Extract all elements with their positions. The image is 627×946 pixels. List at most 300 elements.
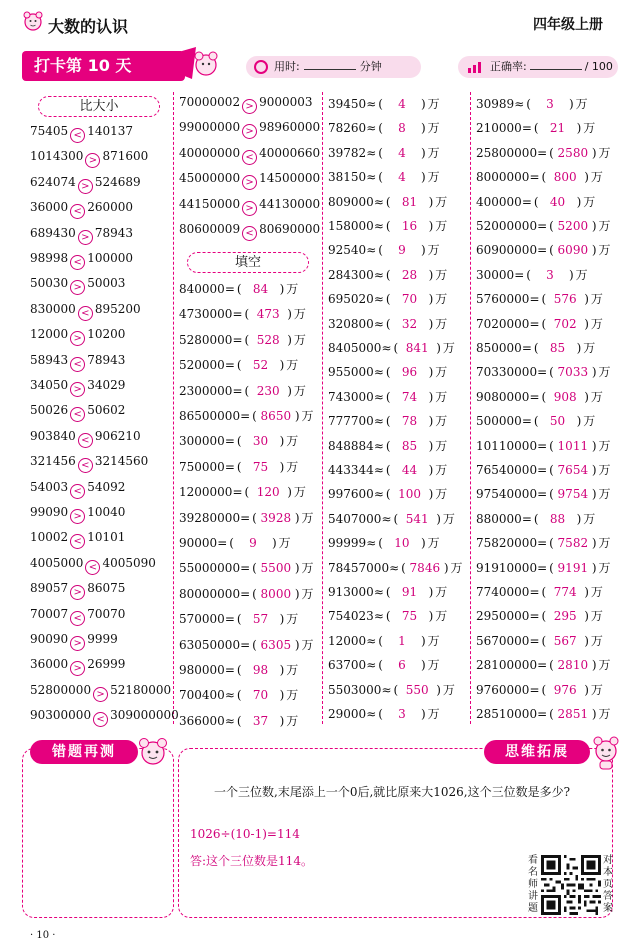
compare-row bbox=[30, 403, 125, 422]
fill-paren-open: ( bbox=[378, 707, 383, 721]
fill-number: 39450 bbox=[328, 97, 367, 111]
fill-row bbox=[476, 510, 595, 527]
fill-answer[interactable]: 841 bbox=[405, 341, 429, 355]
fill-answer[interactable]: 100 bbox=[398, 487, 422, 502]
fill-number: 997600 bbox=[328, 487, 374, 502]
fill-answer[interactable]: 295 bbox=[553, 609, 577, 624]
fill-unit: 万 bbox=[590, 682, 603, 697]
compare-left: 80600009 bbox=[179, 222, 241, 236]
fill-unit: 万 bbox=[286, 282, 299, 296]
fill-number: 158000 bbox=[328, 219, 374, 233]
fill-paren-open: ( bbox=[393, 511, 399, 526]
fill-answer[interactable]: 9 bbox=[249, 536, 257, 550]
fill-number: 743000 bbox=[328, 389, 374, 404]
fill-relation: = bbox=[537, 536, 548, 551]
compare-left: 98998 bbox=[30, 251, 69, 265]
fill-answer[interactable]: 8000 bbox=[260, 586, 292, 601]
fill-column-3 bbox=[328, 90, 470, 730]
fill-answer[interactable]: 702 bbox=[553, 316, 577, 331]
fill-paren-open: ( bbox=[541, 585, 547, 599]
fill-unit: 万 bbox=[598, 219, 611, 233]
comparison-symbol[interactable]: < bbox=[242, 150, 257, 165]
fill-row bbox=[328, 656, 440, 673]
comparison-symbol[interactable]: > bbox=[70, 280, 85, 295]
fill-answer[interactable]: 78 bbox=[401, 414, 418, 429]
comparison-symbol[interactable]: < bbox=[78, 458, 93, 473]
fill-paren-close: ) bbox=[584, 682, 589, 697]
fill-paren-open: ( bbox=[385, 414, 391, 429]
solution-formula: 1026÷(10-1)=114 bbox=[190, 827, 300, 841]
compare-left: 321456 bbox=[30, 454, 76, 469]
fill-answer[interactable]: 57 bbox=[252, 612, 269, 627]
fill-relation: = bbox=[537, 487, 548, 502]
fill-answer[interactable]: 70 bbox=[252, 688, 269, 703]
fill-row bbox=[328, 95, 440, 112]
fill-row bbox=[476, 412, 595, 429]
fill-unit: 万 bbox=[293, 332, 306, 347]
fill-unit: 万 bbox=[598, 536, 611, 551]
fill-paren-close: ) bbox=[420, 536, 426, 551]
fill-paren-close: ) bbox=[584, 609, 589, 624]
fill-unit: 万 bbox=[427, 707, 440, 721]
fill-number: 1200000 bbox=[179, 485, 233, 500]
fill-paren-close: ) bbox=[287, 485, 292, 500]
fill-row bbox=[179, 661, 298, 678]
fill-relation: ≈ bbox=[389, 560, 400, 575]
section-title-compare: 比大小 bbox=[38, 96, 160, 117]
fill-paren-close: ) bbox=[294, 561, 300, 576]
fill-answer[interactable]: 2851 bbox=[557, 707, 589, 721]
fill-paren-close: ) bbox=[591, 487, 597, 502]
thinking-extension-label: 思维拓展 bbox=[484, 740, 590, 764]
fill-column-4 bbox=[476, 90, 616, 730]
compare-row bbox=[30, 708, 179, 727]
fill-paren-open: ( bbox=[385, 487, 391, 502]
compare-right: 100000 bbox=[87, 251, 133, 265]
fill-row bbox=[328, 168, 440, 185]
comparison-symbol[interactable]: > bbox=[70, 661, 85, 676]
fill-number: 25800000 bbox=[476, 145, 538, 160]
comparison-symbol[interactable]: > bbox=[242, 175, 257, 190]
compare-row bbox=[179, 197, 320, 216]
fill-number: 8000000 bbox=[476, 170, 530, 185]
accuracy-blank[interactable] bbox=[530, 56, 582, 70]
fill-paren-close: ) bbox=[279, 663, 285, 677]
fill-unit: 万 bbox=[583, 511, 596, 526]
fill-number: 76540000 bbox=[476, 463, 538, 477]
fill-number: 55000000 bbox=[179, 561, 241, 576]
fill-paren-close: ) bbox=[428, 463, 434, 477]
fill-answer[interactable]: 9754 bbox=[557, 487, 589, 502]
compare-right: 40000660 bbox=[259, 145, 321, 160]
comparison-symbol[interactable]: < bbox=[85, 560, 100, 575]
comparison-symbol[interactable]: < bbox=[70, 407, 85, 422]
fill-paren-open: ( bbox=[236, 612, 242, 627]
bar-chart-icon bbox=[468, 61, 484, 73]
fill-answer[interactable]: 9 bbox=[398, 243, 406, 258]
fill-answer[interactable]: 576 bbox=[553, 292, 577, 307]
compare-row bbox=[179, 95, 313, 114]
grade-label: 四年级上册 bbox=[533, 17, 603, 33]
comparison-symbol[interactable]: > bbox=[70, 585, 85, 600]
fill-answer[interactable]: 4 bbox=[398, 145, 406, 160]
compare-row bbox=[30, 327, 125, 346]
fill-paren-close: ) bbox=[279, 459, 285, 474]
fill-answer[interactable]: 2810 bbox=[557, 658, 589, 673]
comparison-symbol[interactable]: > bbox=[70, 382, 85, 397]
fill-unit: 万 bbox=[583, 194, 596, 209]
fill-number: 809000 bbox=[328, 194, 374, 209]
fill-row bbox=[328, 290, 447, 307]
fill-row bbox=[328, 315, 447, 332]
fill-answer[interactable]: 473 bbox=[256, 307, 280, 322]
fill-paren-open: ( bbox=[385, 365, 391, 380]
fill-relation: = bbox=[232, 332, 243, 347]
page-number: · 10 · bbox=[30, 930, 56, 941]
fill-answer[interactable]: 230 bbox=[256, 383, 280, 398]
compare-row bbox=[179, 171, 320, 190]
fill-answer[interactable]: 6 bbox=[398, 658, 406, 673]
compare-left: 52800000 bbox=[30, 682, 92, 697]
fill-relation: ≈ bbox=[366, 170, 377, 185]
fill-answer[interactable]: 91 bbox=[401, 585, 418, 599]
fill-answer[interactable]: 6305 bbox=[260, 637, 292, 652]
fill-relation: = bbox=[217, 536, 228, 550]
fill-paren-open: ( bbox=[401, 560, 406, 575]
fill-answer[interactable]: 7654 bbox=[557, 463, 589, 477]
fill-unit: 万 bbox=[435, 389, 448, 404]
fill-answer[interactable]: 4 bbox=[398, 170, 406, 185]
compare-right: 4005090 bbox=[102, 555, 156, 570]
comparison-symbol[interactable]: < bbox=[70, 484, 85, 499]
fill-unit: 万 bbox=[442, 511, 455, 526]
error-retest-box[interactable] bbox=[22, 748, 174, 918]
fill-unit: 万 bbox=[293, 307, 306, 322]
fill-unit: 万 bbox=[583, 414, 596, 429]
fill-paren-open: ( bbox=[533, 341, 539, 355]
fill-relation: = bbox=[537, 463, 548, 477]
fill-relation: ≈ bbox=[381, 682, 392, 697]
comparison-symbol[interactable]: > bbox=[70, 331, 85, 346]
fill-relation: = bbox=[240, 586, 251, 601]
compare-row bbox=[30, 657, 125, 676]
compare-right: 309000000 bbox=[110, 708, 179, 723]
fill-relation: = bbox=[537, 365, 548, 380]
fill-paren-open: ( bbox=[244, 307, 250, 322]
fill-paren-open: ( bbox=[533, 414, 539, 429]
fill-answer[interactable]: 7033 bbox=[557, 365, 589, 380]
fill-paren-close: ) bbox=[428, 267, 434, 282]
compare-right: 10040 bbox=[87, 505, 126, 519]
comparison-symbol[interactable]: < bbox=[70, 357, 85, 372]
comparison-symbol[interactable]: < bbox=[78, 433, 93, 448]
fill-row bbox=[179, 559, 314, 576]
fill-row bbox=[328, 217, 447, 234]
fill-answer[interactable]: 1 bbox=[398, 633, 406, 648]
fill-paren-open: ( bbox=[236, 358, 242, 373]
fill-unit: 万 bbox=[435, 267, 448, 282]
fill-row bbox=[476, 632, 603, 649]
fill-answer[interactable]: 120 bbox=[256, 485, 280, 500]
fill-relation: ≈ bbox=[366, 121, 377, 136]
fill-answer[interactable]: 3 bbox=[546, 267, 554, 282]
fill-number: 78457000 bbox=[328, 560, 390, 575]
comparison-symbol[interactable]: > bbox=[93, 687, 108, 702]
fill-paren-close: ) bbox=[428, 292, 434, 307]
fill-answer[interactable]: 541 bbox=[405, 511, 429, 526]
comparison-symbol[interactable]: > bbox=[70, 636, 85, 651]
fill-unit: 万 bbox=[590, 389, 603, 404]
compare-row bbox=[30, 530, 125, 549]
fill-unit: 万 bbox=[583, 341, 596, 355]
fill-paren-open: ( bbox=[549, 658, 554, 673]
fill-unit: 万 bbox=[427, 170, 440, 185]
fill-answer[interactable]: 976 bbox=[553, 682, 577, 697]
fill-answer[interactable]: 50 bbox=[549, 414, 566, 429]
fill-answer[interactable]: 528 bbox=[256, 332, 280, 347]
fill-answer[interactable]: 908 bbox=[553, 389, 577, 404]
fill-answer[interactable]: 8 bbox=[398, 121, 406, 136]
fill-relation: = bbox=[521, 414, 532, 429]
fill-number: 300000 bbox=[179, 434, 225, 449]
fill-relation: = bbox=[521, 341, 532, 355]
compare-row bbox=[179, 146, 320, 165]
fill-answer[interactable]: 16 bbox=[401, 219, 418, 233]
fill-answer[interactable]: 6090 bbox=[557, 243, 589, 258]
compare-left: 830000 bbox=[30, 301, 76, 316]
fill-paren-open: ( bbox=[385, 389, 391, 404]
fill-relation: = bbox=[224, 612, 235, 627]
fill-unit: 万 bbox=[598, 487, 611, 502]
fill-row bbox=[179, 432, 298, 449]
comparison-symbol[interactable]: > bbox=[78, 179, 93, 194]
fill-paren-close: ) bbox=[436, 341, 441, 355]
fill-row bbox=[476, 437, 611, 454]
comparison-symbol[interactable]: < bbox=[242, 226, 257, 241]
fill-answer[interactable]: 40 bbox=[549, 194, 566, 209]
fill-paren-open: ( bbox=[549, 365, 554, 380]
fill-answer[interactable]: 5200 bbox=[557, 219, 589, 233]
fill-unit: 万 bbox=[286, 688, 299, 703]
compare-right: 70070 bbox=[87, 606, 126, 621]
fill-answer[interactable]: 7846 bbox=[409, 560, 441, 575]
fill-paren-open: ( bbox=[236, 282, 242, 296]
fill-answer[interactable]: 85 bbox=[549, 341, 566, 355]
fill-answer[interactable]: 98 bbox=[252, 663, 269, 677]
comparison-symbol[interactable]: > bbox=[242, 201, 257, 216]
fill-paren-open: ( bbox=[541, 170, 547, 185]
compare-row bbox=[179, 222, 320, 241]
fill-answer[interactable]: 85 bbox=[401, 438, 418, 453]
fill-paren-close: ) bbox=[279, 713, 285, 728]
compare-right: 10101 bbox=[87, 530, 126, 545]
fill-answer[interactable]: 32 bbox=[401, 316, 418, 331]
fill-paren-open: ( bbox=[236, 713, 242, 728]
fill-answer[interactable]: 75 bbox=[252, 459, 269, 474]
fill-answer[interactable]: 30 bbox=[252, 434, 269, 449]
fill-paren-open: ( bbox=[244, 485, 250, 500]
compare-right: 78943 bbox=[87, 352, 126, 367]
fill-unit: 万 bbox=[435, 316, 448, 331]
comparison-symbol[interactable]: > bbox=[70, 509, 85, 524]
fill-paren-open: ( bbox=[378, 243, 383, 258]
fill-number: 210000 bbox=[476, 121, 522, 136]
fill-answer[interactable]: 1011 bbox=[557, 438, 589, 453]
fill-unit: 万 bbox=[301, 561, 314, 576]
fill-number: 695020 bbox=[328, 292, 374, 307]
fill-answer[interactable]: 9191 bbox=[557, 560, 589, 575]
fill-answer[interactable]: 8650 bbox=[260, 409, 292, 423]
comparison-symbol[interactable]: < bbox=[70, 611, 85, 626]
comparison-symbol[interactable]: < bbox=[70, 204, 85, 219]
fill-paren-close: ) bbox=[420, 707, 426, 721]
fill-unit: 万 bbox=[442, 341, 455, 355]
comparison-symbol[interactable]: > bbox=[242, 99, 257, 114]
accuracy-label: 正确率: bbox=[490, 60, 527, 73]
fill-row bbox=[476, 144, 611, 161]
fill-paren-open: ( bbox=[526, 267, 531, 282]
fill-unit: 万 bbox=[442, 682, 455, 697]
fill-number: 10110000 bbox=[476, 438, 538, 453]
fill-row bbox=[476, 583, 603, 600]
fill-paren-close: ) bbox=[436, 511, 441, 526]
fill-paren-close: ) bbox=[576, 414, 582, 429]
fill-answer[interactable]: 567 bbox=[553, 633, 577, 648]
fill-number: 5503000 bbox=[328, 682, 382, 697]
fill-paren-close: ) bbox=[279, 612, 285, 627]
fill-paren-open: ( bbox=[549, 707, 554, 721]
fill-paren-close: ) bbox=[294, 510, 300, 525]
comparison-symbol[interactable]: < bbox=[70, 128, 85, 143]
comparison-symbol[interactable]: < bbox=[70, 534, 85, 549]
fill-number: 28510000 bbox=[476, 707, 538, 721]
fill-answer[interactable]: 10 bbox=[394, 536, 410, 551]
fill-unit: 万 bbox=[286, 713, 299, 728]
fill-paren-open: ( bbox=[393, 682, 399, 697]
fill-number: 520000 bbox=[179, 358, 225, 373]
fill-row bbox=[476, 607, 603, 624]
fill-answer[interactable]: 774 bbox=[553, 585, 577, 599]
fill-answer[interactable]: 74 bbox=[401, 389, 418, 404]
fill-row bbox=[179, 458, 298, 475]
fill-paren-close: ) bbox=[591, 463, 597, 477]
fill-paren-close: ) bbox=[428, 194, 434, 209]
compare-right: 86075 bbox=[87, 581, 126, 596]
fill-answer[interactable]: 3928 bbox=[260, 510, 292, 525]
fill-answer[interactable]: 84 bbox=[252, 282, 269, 296]
fill-answer[interactable]: 28 bbox=[401, 267, 418, 282]
fill-answer[interactable]: 75 bbox=[401, 609, 418, 624]
fill-answer[interactable]: 37 bbox=[252, 713, 269, 728]
fill-number: 80000000 bbox=[179, 586, 241, 601]
compare-row bbox=[30, 353, 125, 372]
fill-relation: ≈ bbox=[373, 414, 384, 429]
compare-right: 78943 bbox=[94, 225, 133, 240]
fill-number: 63050000 bbox=[179, 637, 241, 652]
fill-paren-open: ( bbox=[385, 316, 391, 331]
fill-relation: ≈ bbox=[373, 365, 384, 380]
fill-answer[interactable]: 7582 bbox=[557, 536, 589, 551]
fill-number: 30000 bbox=[476, 267, 515, 282]
fill-relation: = bbox=[224, 282, 235, 296]
fill-answer[interactable]: 5500 bbox=[260, 561, 292, 576]
fill-answer[interactable]: 3 bbox=[398, 707, 406, 721]
fill-row bbox=[179, 636, 314, 653]
fill-answer[interactable]: 44 bbox=[401, 463, 418, 477]
compare-row bbox=[30, 124, 133, 143]
fill-paren-open: ( bbox=[244, 332, 250, 347]
time-label: 用时: bbox=[274, 60, 300, 73]
compare-row bbox=[30, 454, 148, 473]
fill-paren-open: ( bbox=[244, 383, 250, 398]
fill-paren-close: ) bbox=[576, 194, 582, 209]
comparison-symbol[interactable]: > bbox=[78, 230, 93, 245]
fill-number: 750000 bbox=[179, 459, 225, 474]
fill-unit: 万 bbox=[427, 633, 440, 648]
fill-paren-open: ( bbox=[393, 341, 399, 355]
fill-unit: 万 bbox=[435, 194, 448, 209]
fill-answer[interactable]: 800 bbox=[553, 170, 577, 185]
comparison-symbol[interactable]: > bbox=[85, 153, 100, 168]
fill-answer[interactable]: 70 bbox=[401, 292, 418, 307]
time-blank[interactable] bbox=[304, 56, 356, 70]
fill-paren-close: ) bbox=[591, 438, 597, 453]
fill-answer[interactable]: 96 bbox=[401, 365, 418, 380]
fill-unit: 万 bbox=[590, 316, 603, 331]
compare-row bbox=[30, 175, 141, 194]
fill-relation: ≈ bbox=[373, 219, 384, 233]
fill-number: 4730000 bbox=[179, 307, 233, 322]
fill-paren-open: ( bbox=[385, 292, 391, 307]
fill-answer[interactable]: 21 bbox=[549, 121, 566, 136]
fill-number: 92540 bbox=[328, 243, 367, 258]
fill-number: 955000 bbox=[328, 365, 374, 380]
fill-number: 39280000 bbox=[179, 510, 241, 525]
fill-row bbox=[476, 119, 595, 136]
fill-answer[interactable]: 52 bbox=[252, 358, 269, 373]
fill-paren-open: ( bbox=[549, 145, 554, 160]
problem-text: 一个三位数,末尾添上一个0后,就比原来大1026,这个三位数是多少? bbox=[214, 785, 571, 799]
comparison-symbol[interactable]: > bbox=[242, 124, 257, 139]
fill-answer[interactable]: 88 bbox=[549, 511, 566, 526]
fill-paren-open: ( bbox=[385, 194, 391, 209]
compare-row bbox=[30, 429, 141, 448]
fill-paren-close: ) bbox=[591, 707, 597, 721]
comparison-symbol[interactable]: < bbox=[93, 712, 108, 727]
fill-row bbox=[476, 559, 611, 576]
fill-number: 848884 bbox=[328, 438, 374, 453]
fill-answer[interactable]: 550 bbox=[405, 682, 429, 697]
fill-row bbox=[328, 607, 447, 624]
fill-paren-close: ) bbox=[294, 637, 300, 652]
compare-left: 36000 bbox=[30, 200, 69, 215]
fill-paren-open: ( bbox=[549, 560, 554, 575]
fill-unit: 万 bbox=[590, 609, 603, 624]
fill-answer[interactable]: 81 bbox=[401, 194, 418, 209]
comparison-symbol[interactable]: < bbox=[78, 306, 93, 321]
qr-code-icon[interactable] bbox=[540, 855, 602, 915]
fill-row bbox=[476, 681, 603, 698]
mascot-icon bbox=[22, 10, 44, 32]
comparison-symbol[interactable]: < bbox=[70, 255, 85, 270]
fill-answer[interactable]: 4 bbox=[398, 97, 406, 111]
fill-number: 840000 bbox=[179, 282, 225, 296]
fill-answer[interactable]: 2580 bbox=[557, 145, 589, 160]
compare-left: 689430 bbox=[30, 225, 76, 240]
solution-answer: 答:这个三位数是114。 bbox=[190, 854, 313, 868]
fill-answer[interactable]: 3 bbox=[546, 97, 554, 111]
fill-paren-open: ( bbox=[385, 585, 391, 599]
